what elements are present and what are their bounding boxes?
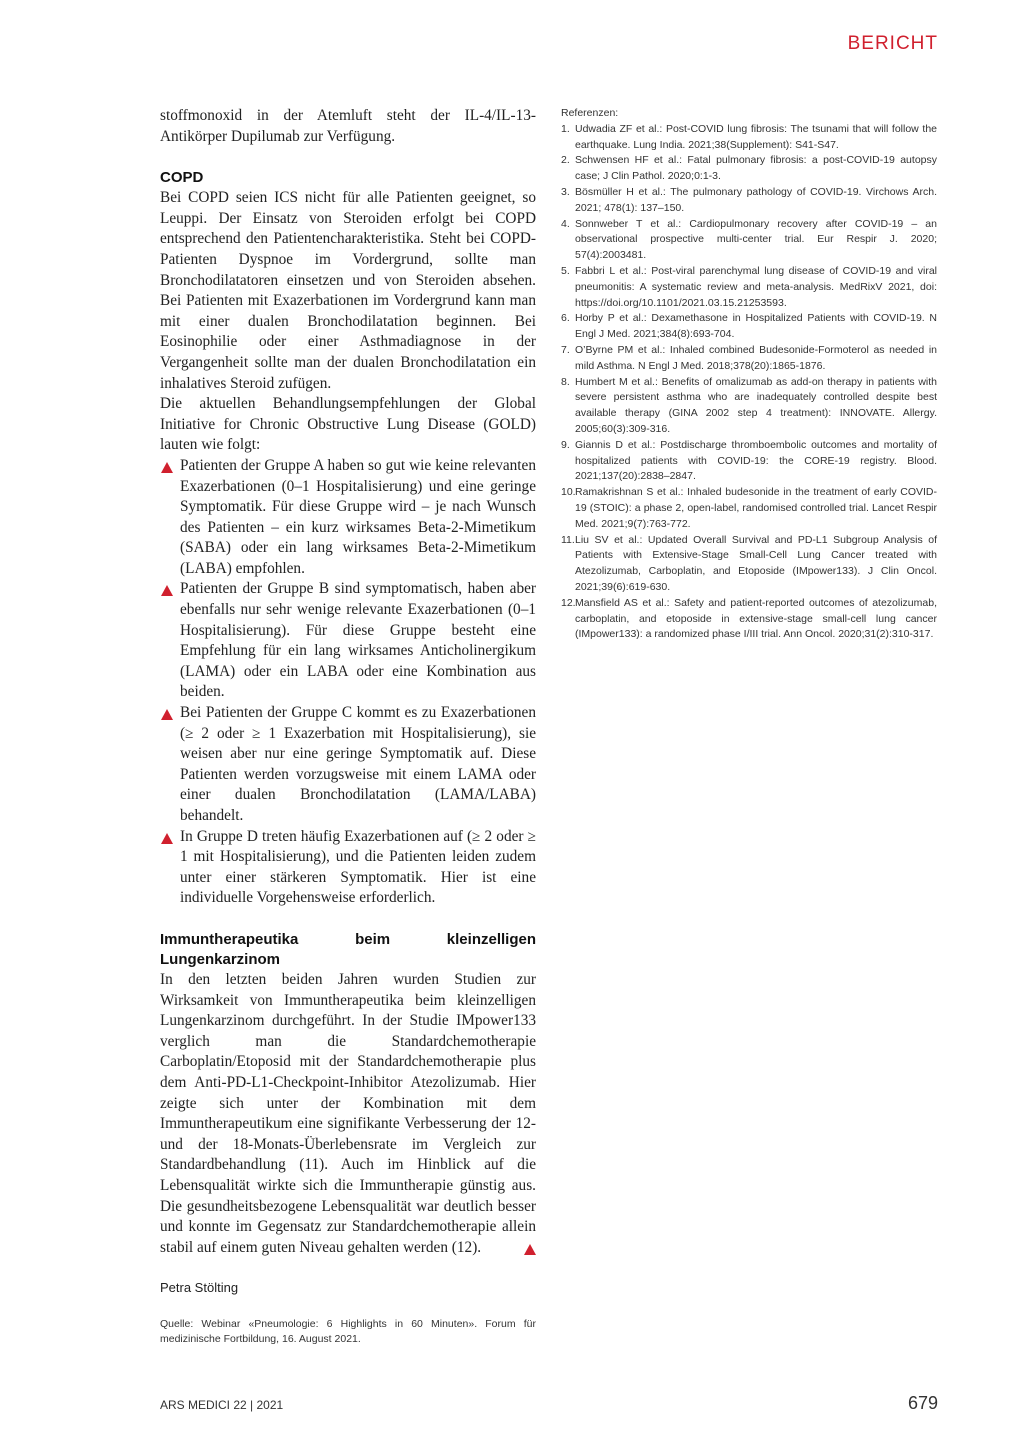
- reference-number: 7.: [561, 343, 570, 356]
- author-name: Petra Stölting: [160, 1280, 239, 1296]
- list-item-text: Patienten der Gruppe A haben so gut wie keine relevanten Exazerbationen (0–1 Hospitalisierung) und eine geringe Symptomatik. Für diese Gruppe wird – je nach Wunsch des Patienten – ein kurz wirksames Beta-2-Mimetikum (SABA) oder ein lang wirksames Beta-2-Mimetikum (LABA) empfohlen.: [180, 456, 536, 577]
- end-triangle-icon: [524, 1244, 536, 1255]
- reference-text: Mansfield AS et al.: Safety and patient-reported outcomes of atezolizumab, carboplatin, and etoposide in extensive-stage small-cell lung cancer (IMpower133): a randomized phase I/III trial. Ann Oncol. 2020;31(2):310-317.: [575, 596, 937, 641]
- reference-text: Bösmüller H et al.: The pulmonary pathology of COVID-19. Virchows Arch. 2021; 478(1): 137–150.: [575, 185, 937, 214]
- reference-number: 11.: [561, 533, 575, 546]
- reference-text: Humbert M et al.: Benefits of omalizumab as add-on therapy in patients with severe persistent asthma who are inadequately controlled despite best available therapy (GINA 2002 step 4 treatment): INNOVATE. Allergy. 2005;60(3):309-316.: [575, 375, 937, 435]
- reference-number: 10.: [561, 486, 576, 499]
- reference-number: 2.: [561, 154, 570, 167]
- source-note: Quelle: Webinar «Pneumologie: 6 Highlights in 60 Minuten». Forum für medizinische Fortbildung, 16. August 2021.: [160, 1317, 536, 1345]
- reference-item: [561, 596, 937, 643]
- gold-recommendations-list: [160, 456, 536, 909]
- reference-item: [561, 185, 937, 217]
- journal-issue: ARS MEDICI 22 | 2021: [160, 1398, 284, 1412]
- reference-item: [561, 485, 937, 532]
- list-item: [160, 827, 536, 909]
- immuntherapy-heading: Immuntherapeutika beim kleinzelligen Lungenkarzinom: [160, 930, 536, 968]
- reference-number: 12.: [561, 596, 576, 609]
- reference-text: Fabbri L et al.: Post-viral parenchymal lung disease of COVID-19 and viral pneumonitis: A systematic review and meta-analysis. MedRixV 2021, doi: https://doi.org/10.1101/2021.03.15.21253593.: [575, 264, 937, 309]
- reference-text: Giannis D et al.: Postdischarge thromboembolic outcomes and mortality of hospitalized patients with COVID-19: the CORE-19 registry. Blood. 2021;137(20):2838–2847.: [575, 438, 937, 483]
- intro-paragraph: stoffmonoxid in der Atemluft steht der IL-4/IL-13-Antikörper Dupilumab zur Verfügung.: [160, 107, 536, 145]
- reference-number: 3.: [561, 185, 570, 198]
- list-item: [160, 579, 536, 703]
- article-column: [160, 106, 536, 1347]
- reference-number: 6.: [561, 312, 570, 325]
- reference-item: [561, 153, 937, 185]
- reference-number: 9.: [561, 438, 570, 451]
- reference-number: 5.: [561, 264, 570, 277]
- reference-item: [561, 122, 937, 154]
- list-item-text: In Gruppe D treten häufig Exazerbationen auf (≥ 2 oder ≥ 1 mit Hospitalisierung), und die Patienten leiden zudem unter einer stärkeren Symptomatik. Hier ist eine individuelle Vorgehensweise erforderlich.: [180, 827, 536, 907]
- triangle-bullet-icon: [161, 833, 173, 844]
- copd-paragraph-2: Die aktuellen Behandlungsempfehlungen der Global Initiative for Chronic Obstructive Lung Disease (GOLD) lauten wie folgt:: [160, 395, 536, 454]
- reference-item: [561, 533, 937, 596]
- reference-item: [561, 375, 937, 438]
- reference-text: O’Byrne PM et al.: Inhaled combined Budesonide-Formoterol as needed in mild Asthma. N Engl J Med. 2018;378(20):1865-1876.: [575, 343, 937, 372]
- section-label: BERICHT: [847, 33, 938, 54]
- list-item-text: Patienten der Gruppe B sind symptomatisch, haben aber ebenfalls nur sehr wenige relevante Exazerbationen (0–1 Hospitalisierung). Für diese Gruppe besteht eine Empfehlung für ein lang wirksames Anticholinergikum (LAMA) oder ein LABA oder eine Kombination aus beiden.: [180, 580, 536, 701]
- reference-number: 8.: [561, 375, 570, 388]
- copd-paragraph-1: Bei COPD seien ICS nicht für alle Patienten geeignet, so Leuppi. Der Einsatz von Steroiden erfolgt bei COPD entsprechend den Patientencharakteristika. Steht bei COPD-Patienten Dyspnoe im Vordergrund, sollte man Bronchodilatatoren einsetzen und von Steroiden absehen. Bei Patienten mit Exazerbationen im Vordergrund kann man mit einer dualen Bronchodilatation beginnen. Bei Eosinophilie oder einer Asthmadiagnose in der Vergangenheit sollte man der dualen Bronchodilatation ein inhalatives Steroid zufügen.: [160, 189, 536, 392]
- reference-text: Sonnweber T et al.: Cardiopulmonary recovery after COVID-19 – an observational prospective multi-center trial. Eur Respir J. 2020; 57(4):2003481.: [575, 217, 937, 262]
- list-item-text: Bei Patienten der Gruppe C kommt es zu Exazerbationen (≥ 2 oder ≥ 1 Exazerbation mit Hospitalisierung), sie weisen aber nur eine geringe Symptomatik auf. Diese Patienten werden vorzugsweise mit einem LAMA oder einer dualen Bronchodilatation (LAMA/LABA) behandelt.: [180, 704, 536, 824]
- immuntherapy-paragraph: [160, 970, 536, 1258]
- reference-number: 1.: [561, 122, 570, 135]
- list-item: [160, 456, 536, 580]
- triangle-bullet-icon: [161, 709, 173, 720]
- references-title: Referenzen:: [561, 107, 619, 119]
- immuntherapy-text: In den letzten beiden Jahren wurden Studien zur Wirksamkeit von Immuntherapeutika beim kleinzelligen Lungenkarzinom durchgeführt. In der Studie IMpower133 verglich man die Standardchemotherapie Carboplatin/Etoposid mit der Standardchemotherapie plus dem Anti-PD-L1-Checkpoint-Inhibitor Atezolizumab. Hier zeigte sich unter der Kombination mit dem Immuntherapeutikum eine signifikante Verbesserung der 12- und der 18-Monats-Überlebensrate im Vergleich zur Standardbehandlung (11). Auch im Hinblick auf die Lebensqualität wirkte sich die Immuntherapie günstig aus. Die gesundheitsbezogene Lebensqualität war deutlich besser und konnte im Gegensatz zur Standardchemotherapie allein stabil auf einem guten Niveau gehalten werden (12).: [160, 970, 536, 1256]
- reference-text: Ramakrishnan S et al.: Inhaled budesonide in the treatment of early COVID-19 (STOIC): a phase 2, open-label, randomised controlled trial. Lancet Respir Med. 2021;9(7):763-772.: [575, 486, 937, 530]
- reference-item: [561, 438, 937, 485]
- references-list: [561, 122, 937, 643]
- reference-item: [561, 343, 937, 375]
- reference-item: [561, 264, 937, 311]
- references-column: [561, 106, 937, 643]
- reference-text: Liu SV et al.: Updated Overall Survival and PD-L1 Subgroup Analysis of Patients with Extensive-Stage Small-Cell Lung Cancer treated with Atezolizumab, Carboplatin, and Etoposide (IMpower133). J Clin Oncol. 2021;39(6):619-630.: [575, 533, 937, 593]
- reference-text: Udwadia ZF et al.: Post-COVID lung fibrosis: The tsunami that will follow the earthquake. Lung India. 2021;38(Supplement): S41-S47.: [575, 122, 937, 151]
- reference-number: 4.: [561, 217, 570, 230]
- reference-item: [561, 311, 937, 343]
- reference-text: Schwensen HF et al.: Fatal pulmonary fibrosis: a post-COVID-19 autopsy case; J Clin Pathol. 2020;0:1-3.: [575, 154, 937, 183]
- triangle-bullet-icon: [161, 462, 173, 473]
- copd-heading: COPD: [160, 169, 204, 187]
- reference-text: Horby P et al.: Dexamethasone in Hospitalized Patients with COVID-19. N Engl J Med. 2021;384(8):693-704.: [575, 312, 937, 341]
- reference-item: [561, 217, 937, 264]
- triangle-bullet-icon: [161, 585, 173, 596]
- page-number: 679: [907, 1393, 938, 1413]
- list-item: [160, 703, 536, 827]
